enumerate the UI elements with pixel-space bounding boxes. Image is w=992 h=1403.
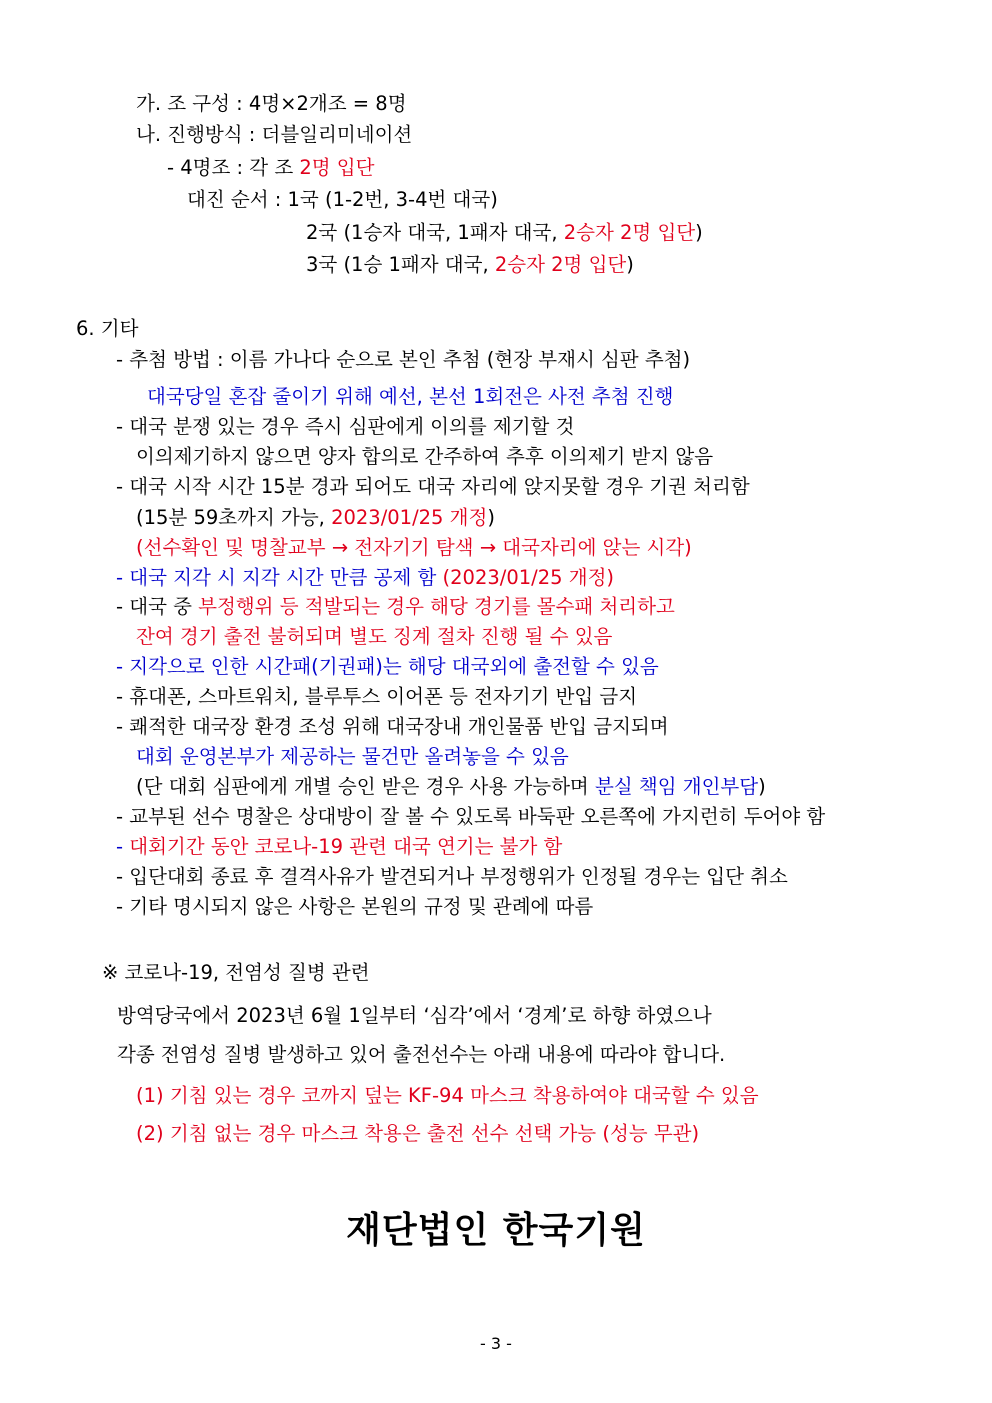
order-round-3	[306, 252, 634, 278]
highlight: 2승자 2명 입단	[494, 253, 627, 276]
notice-paragraph: 방역당국에서 2023년 6월 1일부터 ‘심각’에서 ‘경계’로 하향 하였으나	[117, 1004, 712, 1027]
highlight: 부정행위 등 적발되는 경우 해당 경기를 몰수패 처리하고	[198, 595, 675, 618]
rule-cancel: - 입단대회 종료 후 결격사유가 발견되거나 부정행위가 인정될 경우는 입단 취소	[116, 865, 788, 888]
rule-late-grace	[136, 505, 495, 531]
rule-devices: - 휴대폰, 스마트워치, 블루투스 이어폰 등 전자기기 반입 금지	[116, 685, 638, 708]
text: )	[695, 221, 703, 244]
rule-nametag: - 교부된 선수 명찰은 상대방이 잘 볼 수 있도록 바둑판 오른쪽에 가지런히 두어야 함	[116, 805, 826, 828]
text: - 대국 중	[116, 595, 199, 618]
text: (15분 59초까지 가능,	[136, 506, 332, 529]
text: )	[626, 253, 634, 276]
text: (단 대회 심판에게 개별 승인 받은 경우 사용 가능하며	[136, 775, 595, 798]
format-team: 가. 조 구성 : 4명×2개조 = 8명	[136, 92, 407, 115]
highlight: 2명 입단	[299, 156, 375, 179]
page-number: - 3 -	[480, 1334, 512, 1353]
notice-heading: ※ 코로나-19, 전염성 질병 관련	[102, 961, 370, 984]
text: )	[758, 775, 766, 798]
rule-fraud-cont: 잔여 경기 출전 불허되며 별도 징계 절차 진행 될 수 있음	[136, 625, 613, 648]
text: - 대국 지각 시 지각 시간 만큼 공제 함	[116, 566, 443, 589]
highlight: 2023/01/25 개정	[331, 506, 488, 529]
section-heading: 6. 기타	[76, 317, 139, 340]
rule-draw-note: 대국당일 혼잡 줄이기 위해 예선, 본선 1회전은 사전 추첨 진행	[147, 385, 674, 408]
text: 2국 (1승자 대국, 1패자 대국,	[306, 221, 564, 244]
text: -	[116, 835, 130, 858]
rule-late: - 대국 시작 시간 15분 경과 되어도 대국 자리에 앉지못할 경우 기권 처리함	[116, 475, 750, 498]
highlight: 대회기간 동안 코로나-19 관련 대국 연기는 불가 함	[129, 835, 563, 858]
format-4-team	[167, 155, 374, 181]
highlight: (2023/01/25 개정)	[442, 566, 615, 589]
notice-item-2: (2) 기침 없는 경우 마스크 착용은 출전 선수 선택 가능 (성능 무관)	[136, 1122, 700, 1145]
rule-dispute: - 대국 분쟁 있는 경우 즉시 심판에게 이의를 제기할 것	[116, 415, 575, 438]
rule-room-exception	[136, 774, 766, 800]
text: )	[487, 506, 495, 529]
notice-item-1: (1) 기침 있는 경우 코까지 덮는 KF-94 마스크 착용하여야 대국할 수 있음	[136, 1084, 759, 1107]
rule-covid	[116, 834, 562, 860]
rule-other: - 기타 명시되지 않은 사항은 본원의 규정 및 관례에 따름	[116, 895, 594, 918]
rule-fraud	[116, 594, 675, 620]
text: 3국 (1승 1패자 대국,	[306, 253, 495, 276]
highlight: 분실 책임 개인부담	[594, 775, 759, 798]
text: - 4명조 : 각 조	[167, 156, 300, 179]
format-method: 나. 진행방식 : 더블일리미네이션	[136, 123, 413, 146]
organization-name: 재단법인 한국기원	[346, 1210, 646, 1251]
order-round-1: 대진 순서 : 1국 (1-2번, 3-4번 대국)	[187, 188, 498, 211]
rule-late-deduction	[116, 565, 614, 591]
notice-paragraph: 각종 전염성 질병 발생하고 있어 출전선수는 아래 내용에 따라야 합니다.	[117, 1043, 726, 1066]
rule-dispute-cont: 이의제기하지 않으면 양자 합의로 간주하여 추후 이의제기 받지 않음	[136, 445, 714, 468]
rule-draw: - 추첨 방법 : 이름 가나다 순으로 본인 추첨 (현장 부재시 심판 추첨)	[116, 348, 691, 371]
rule-timeout: - 지각으로 인한 시간패(기권패)는 해당 대국외에 출전할 수 있음	[116, 655, 659, 678]
rule-room: - 쾌적한 대국장 환경 조성 위해 대국장내 개인물품 반입 금지되며	[116, 715, 669, 738]
rule-room-cont: 대회 운영본부가 제공하는 물건만 올려놓을 수 있음	[136, 745, 569, 768]
order-round-2	[306, 220, 703, 246]
highlight: 2승자 2명 입단	[563, 221, 696, 244]
rule-late-definition: (선수확인 및 명찰교부 → 전자기기 탐색 → 대국자리에 앉는 시각)	[136, 536, 692, 559]
